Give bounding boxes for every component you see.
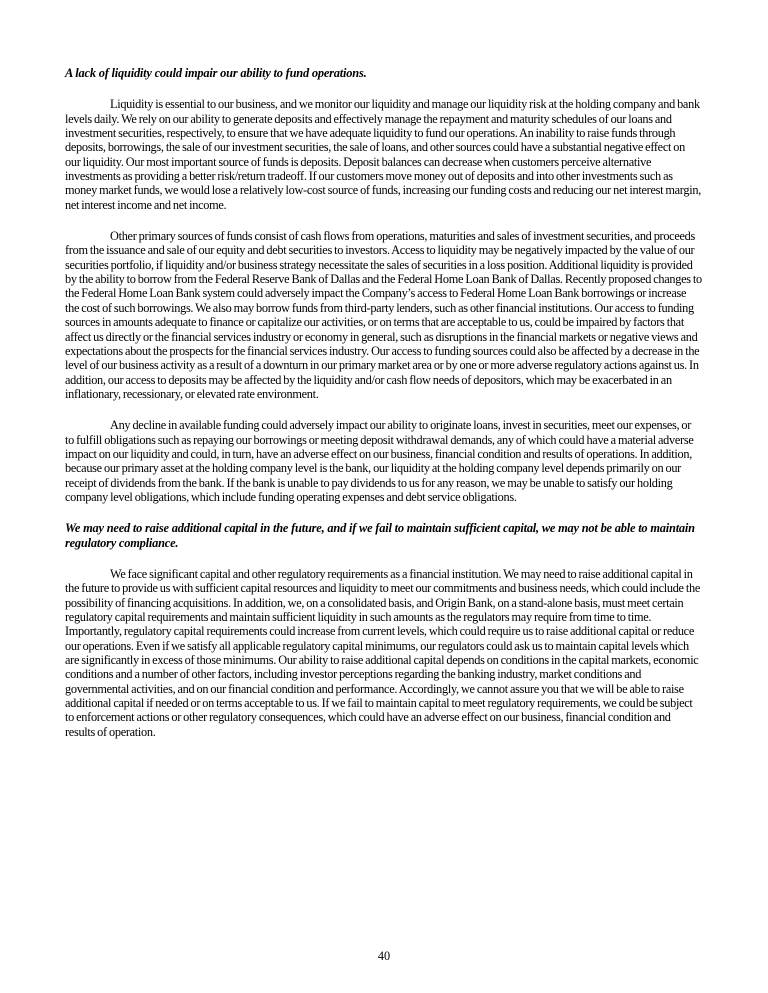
risk-heading-capital: We may need to raise additional capital in the future, and if we fail to maintain sufficient capital, we may not be able to maintain regulatory compliance.: [65, 521, 695, 550]
risk-heading-liquidity: A lack of liquidity could impair our ability to fund operations.: [65, 66, 367, 80]
paragraph-liquidity-1: Liquidity is essential to our business, and we monitor our liquidity and manage our liquidity risk at the holding company and bank levels daily. We rely on our ability to generate deposits and effectively manage the repayment and maturity schedules of our loans and investment securities, respectively, to ensure that we have adequate liquidity to fund our operations. An inability to raise funds through deposits, borrowings, the sale of our investment securities, the sale of loans, and other sources could have a substantial negative effect on our liquidity. Our most important source of funds is deposits. Deposit balances can decrease when customers perceive alternative investments as providing a better risk/return tradeoff. If our customers move money out of deposits and into other investments such as money market funds, we would lose a relatively low-cost source of funds, increasing our funding costs and reducing our net interest margin, net interest income and net income.: [65, 97, 701, 212]
page-number: 40: [377, 949, 391, 963]
paragraph-capital-1: We face significant capital and other regulatory requirements as a financial institution. We may need to raise additional capital in the future to provide us with sufficient capital resources and liquidity to meet our commitments and business needs, which could include the possibility of financing acquisitions. In addition, we, on a consolidated basis, and Origin Bank, on a stand-alone basis, must meet certain regulatory capital requirements and maintain sufficient liquidity in such amounts as the regulators may require from time to time. Importantly, regulatory capital requirements could increase from current levels, which could require us to raise additional capital or reduce our operations. Even if we satisfy all applicable regulatory capital minimums, our regulators could ask us to maintain capital levels which are significantly in excess of those minimums. Our ability to raise additional capital depends on conditions in the capital markets, economic conditions and a number of other factors, including investor perceptions regarding the banking industry, market conditions and governmental activities, and on our financial condition and performance. Accordingly, we cannot assure you that we will be able to raise additional capital if needed or on terms acceptable to us. If we fail to maintain capital to meet regulatory requirements, we could be subject to enforcement actions or other regulatory consequences, which could have an adverse effect on our business, financial condition and results of operation.: [65, 566, 701, 739]
paragraph-liquidity-3: Any decline in available funding could adversely impact our ability to originate loans, invest in securities, meet our expenses, or to fulfill obligations such as repaying our borrowings or meeting deposit withdrawal demands, any of which could have a material adverse impact on our liquidity and could, in turn, have an adverse effect on our business, financial condition and results of operations. In addition, because our primary asset at the holding company level is the bank, our liquidity at the holding company level depends primarily on our receipt of dividends from the bank. If the bank is unable to pay dividends to us for any reason, we may be unable to satisfy our holding company level obligations, which include funding operating expenses and debt service obligations.: [65, 418, 694, 504]
risk-factors-section: [65, 66, 702, 739]
paragraph-liquidity-2: Other primary sources of funds consist of cash flows from operations, maturities and sales of investment securities, and proceeds from the issuance and sale of our equity and debt securities to investors. Access to liquidity may be negatively impacted by the value of our securities portfolio, if liquidity and/or business strategy necessitate the sales of securities in a loss position. Additional liquidity is provided by the ability to borrow from the Federal Reserve Bank of Dallas and the Federal Home Loan Bank of Dallas. Recently proposed changes to the Federal Home Loan Bank system could adversely impact the Company’s access to Federal Home Loan Bank borrowings or increase the cost of such borrowings. We also may borrow funds from third-party lenders, such as other financial institutions. Our access to funding sources in amounts adequate to finance or capitalize our activities, or on terms that are acceptable to us, could be impaired by factors that affect us directly or the financial services industry or economy in general, such as disruptions in the financial markets or negative views and expectations about the prospects for the financial services industry. Our access to funding sources could also be affected by a decrease in the level of our business activity as a result of a downturn in our primary market area or by one or more adverse regulatory actions against us. In addition, our access to deposits may be affected by the liquidity and/or cash flow needs of depositors, which may be exacerbated in an inflationary, recessionary, or elevated rate environment.: [65, 229, 702, 401]
